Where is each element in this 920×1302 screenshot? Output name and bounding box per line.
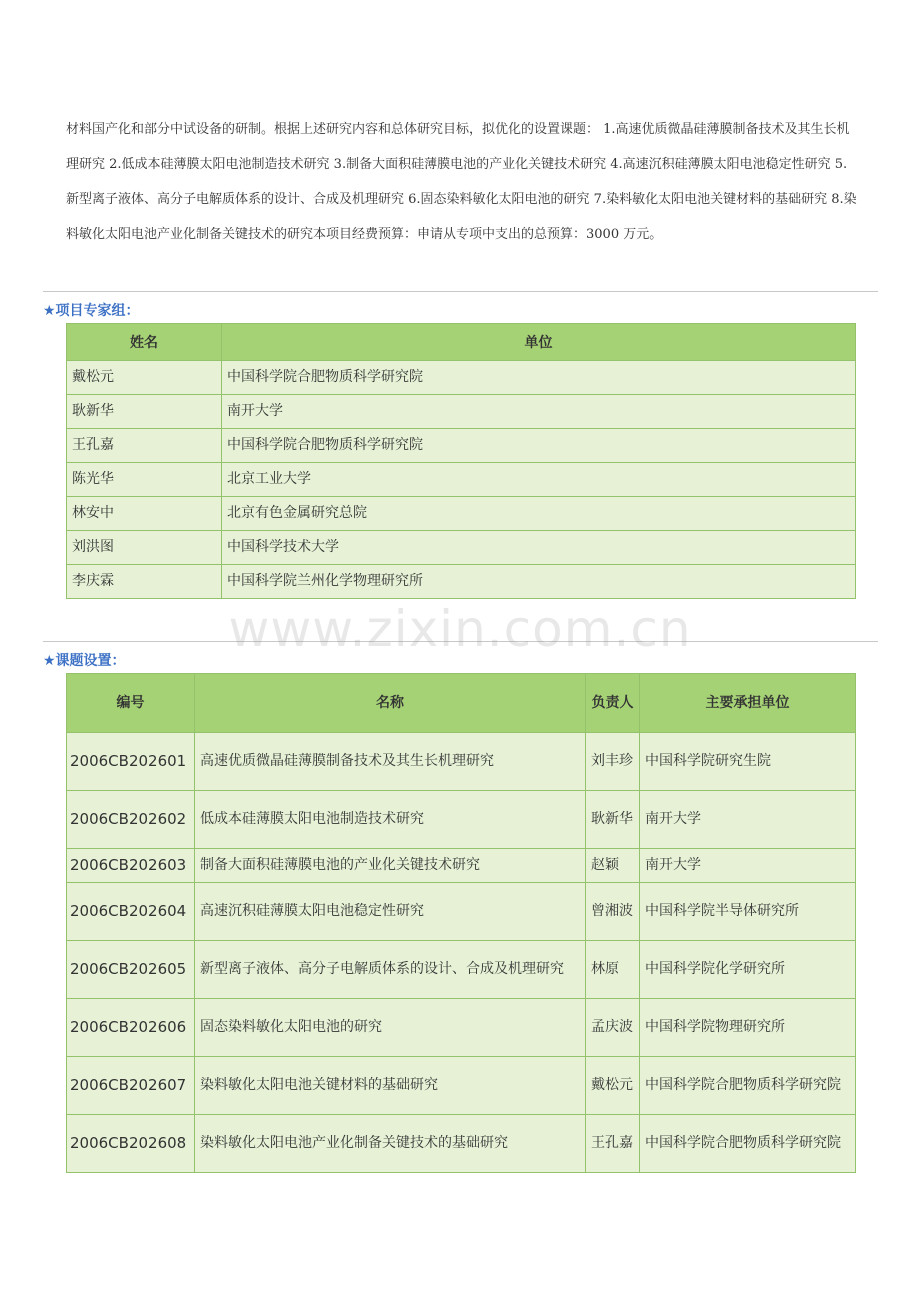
- header-leader: 负责人: [586, 674, 640, 733]
- table-row: [67, 733, 856, 791]
- topic-institution: 中国科学院研究生院: [640, 733, 856, 791]
- topic-title: 高速沉积硅薄膜太阳电池稳定性研究: [195, 883, 586, 941]
- topic-leader: 刘丰珍: [586, 733, 640, 791]
- header-name: 姓名: [67, 324, 222, 361]
- topic-code: 2006CB202605: [67, 941, 195, 999]
- topic-leader: 孟庆波: [586, 999, 640, 1057]
- topic-institution: 中国科学院化学研究所: [640, 941, 856, 999]
- expert-name: 戴松元: [67, 361, 222, 395]
- table-row: [67, 1057, 856, 1115]
- topic-code: 2006CB202607: [67, 1057, 195, 1115]
- expert-unit: 中国科学院合肥物质科学研究院: [222, 429, 856, 463]
- expert-unit: 中国科学技术大学: [222, 531, 856, 565]
- expert-name: 林安中: [67, 497, 222, 531]
- expert-name: 耿新华: [67, 395, 222, 429]
- table-row: [67, 497, 856, 531]
- topic-title: 高速优质微晶硅薄膜制备技术及其生长机理研究: [195, 733, 586, 791]
- topic-leader: 王孔嘉: [586, 1115, 640, 1173]
- header-institution: 主要承担单位: [640, 674, 856, 733]
- topic-title: 固态染料敏化太阳电池的研究: [195, 999, 586, 1057]
- header-code: 编号: [67, 674, 195, 733]
- divider: [43, 291, 878, 292]
- divider: [43, 641, 878, 642]
- table-row: [67, 791, 856, 849]
- topic-title: 新型离子液体、高分子电解质体系的设计、合成及机理研究: [195, 941, 586, 999]
- expert-unit: 中国科学院兰州化学物理研究所: [222, 565, 856, 599]
- topic-code: 2006CB202601: [67, 733, 195, 791]
- topic-code: 2006CB202608: [67, 1115, 195, 1173]
- topic-institution: 中国科学院合肥物质科学研究院: [640, 1057, 856, 1115]
- topic-title: 制备大面积硅薄膜电池的产业化关键技术研究: [195, 849, 586, 883]
- topic-institution: 中国科学院合肥物质科学研究院: [640, 1115, 856, 1173]
- table-row: [67, 361, 856, 395]
- topic-leader: 曾湘波: [586, 883, 640, 941]
- table-row: [67, 941, 856, 999]
- topic-leader: 戴松元: [586, 1057, 640, 1115]
- topic-code: 2006CB202602: [67, 791, 195, 849]
- expert-unit: 北京工业大学: [222, 463, 856, 497]
- topic-code: 2006CB202604: [67, 883, 195, 941]
- topic-institution: 南开大学: [640, 791, 856, 849]
- watermark: www.zixin.com.cn: [228, 600, 692, 658]
- topic-title: 染料敏化太阳电池产业化制备关键技术的基础研究: [195, 1115, 586, 1173]
- topic-title: 低成本硅薄膜太阳电池制造技术研究: [195, 791, 586, 849]
- topics-table: [66, 673, 856, 1173]
- topic-leader: 赵颖: [586, 849, 640, 883]
- header-title: 名称: [195, 674, 586, 733]
- intro-paragraph: 材料国产化和部分中试设备的研制。根据上述研究内容和总体研究目标，拟优化的设置课题： 1.高速优质微晶硅薄膜制备技术及其生长机理研究 2.低成本硅薄膜太阳电池制造技术研究 3.制备大面积硅薄膜电池的产业化关键技术研究 4.高速沉积硅薄膜太阳电池稳定性研究 5.新型离子液体、高分子电解质体系的设计、合成及机理研究 6.固态染料敏化太阳电池的研究 7.染料敏化太阳电池关键材料的基础研究 8.染料敏化太阳电池产业化制备关键技术的研究本项目经费预算：申请从专项中支出的总预算：3000 万元。: [66, 122, 857, 242]
- table-row: [67, 463, 856, 497]
- table-row: [67, 883, 856, 941]
- expert-name: 李庆霖: [67, 565, 222, 599]
- table-row: [67, 1115, 856, 1173]
- table-row: [67, 565, 856, 599]
- expert-unit: 北京有色金属研究总院: [222, 497, 856, 531]
- expert-name: 刘洪图: [67, 531, 222, 565]
- topics-section-title: ★课题设置：: [43, 653, 126, 669]
- topic-institution: 南开大学: [640, 849, 856, 883]
- topic-code: 2006CB202603: [67, 849, 195, 883]
- header-unit: 单位: [222, 324, 856, 361]
- table-row: [67, 429, 856, 463]
- topic-leader: 耿新华: [586, 791, 640, 849]
- experts-section-title: ★项目专家组：: [43, 303, 140, 319]
- expert-unit: 南开大学: [222, 395, 856, 429]
- expert-name: 陈光华: [67, 463, 222, 497]
- expert-unit: 中国科学院合肥物质科学研究院: [222, 361, 856, 395]
- topic-code: 2006CB202606: [67, 999, 195, 1057]
- expert-name: 王孔嘉: [67, 429, 222, 463]
- topic-title: 染料敏化太阳电池关键材料的基础研究: [195, 1057, 586, 1115]
- topic-institution: 中国科学院半导体研究所: [640, 883, 856, 941]
- table-row: [67, 395, 856, 429]
- table-row: [67, 849, 856, 883]
- experts-table: [66, 323, 856, 599]
- table-header-row: [67, 324, 856, 361]
- table-row: [67, 531, 856, 565]
- topic-leader: 林原: [586, 941, 640, 999]
- table-header-row: [67, 674, 856, 733]
- table-row: [67, 999, 856, 1057]
- topic-institution: 中国科学院物理研究所: [640, 999, 856, 1057]
